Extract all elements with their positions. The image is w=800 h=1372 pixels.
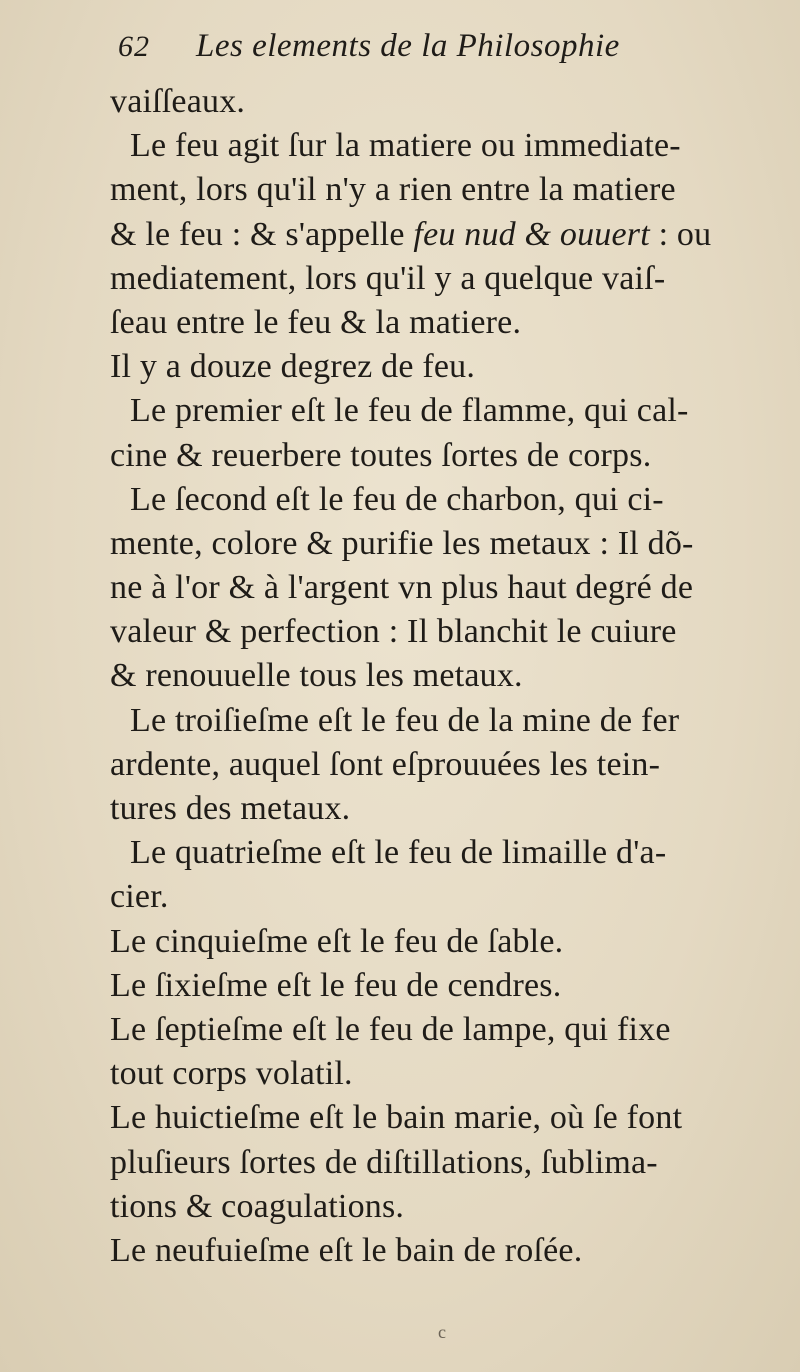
text-line: Le feu agit ſur la matiere ou immediate-	[130, 127, 681, 165]
text-line: cine & reuerbere toutes ſortes de corps.	[110, 436, 652, 474]
text-line: Le huictieſme eſt le bain marie, où ſe font	[110, 1099, 683, 1137]
text-line: & le feu : & s'appelle feu nud & ouuert : ou	[110, 215, 712, 253]
italic-term: feu nud & ouuert	[413, 215, 650, 253]
text-line: vaiſſeaux.	[110, 83, 246, 120]
text-line: Le premier eſt le feu de flamme, qui cal-	[130, 392, 689, 430]
text-line: Le ſixieſme eſt le feu de cendres.	[110, 966, 562, 1004]
text-line: ment, lors qu'il n'y a rien entre la matiere	[110, 171, 676, 209]
text-line: Le troiſieſme eſt le feu de la mine de fer	[130, 701, 680, 739]
text-line: ſeau entre le feu & la matiere.	[110, 303, 522, 341]
text-line: tout corps volatil.	[110, 1055, 353, 1093]
text-line: Il y a douze degrez de feu.	[110, 348, 476, 386]
text-line: cier.	[110, 878, 169, 916]
text-line: mediatement, lors qu'il y a quelque vaiſ-	[110, 259, 666, 297]
text-line: & renouuelle tous les metaux.	[110, 657, 523, 695]
text-line: ardente, auquel ſont eſprouuées les tein-	[110, 745, 661, 783]
text-line: Le ſecond eſt le feu de charbon, qui ci-	[130, 480, 664, 518]
running-head	[118, 28, 678, 78]
body-text	[110, 80, 770, 1273]
text-line: mente, colore & purifie les metaux : Il dõ-	[110, 524, 694, 562]
text-line: Le cinquieſme eſt le feu de ſable.	[110, 922, 564, 960]
text-line: Le neufuieſme eſt le bain de roſée.	[110, 1231, 583, 1269]
text-line: tions & coagulations.	[110, 1187, 405, 1225]
text-line: ne à l'or & à l'argent vn plus haut degré de	[110, 569, 694, 607]
text-line: tures des metaux.	[110, 790, 351, 827]
page-number: 62	[118, 30, 150, 63]
running-title: Les elements de la Philosophie	[196, 28, 620, 64]
text-line: valeur & perfection : Il blanchit le cuiure	[110, 613, 677, 651]
signature-mark: c	[438, 1322, 446, 1342]
text-line: pluſieurs ſortes de diſtillations, ſublima-	[110, 1143, 658, 1181]
text-line: Le quatrieſme eſt le feu de limaille d'a-	[130, 834, 667, 872]
text-line: Le ſeptieſme eſt le feu de lampe, qui fixe	[110, 1010, 671, 1048]
